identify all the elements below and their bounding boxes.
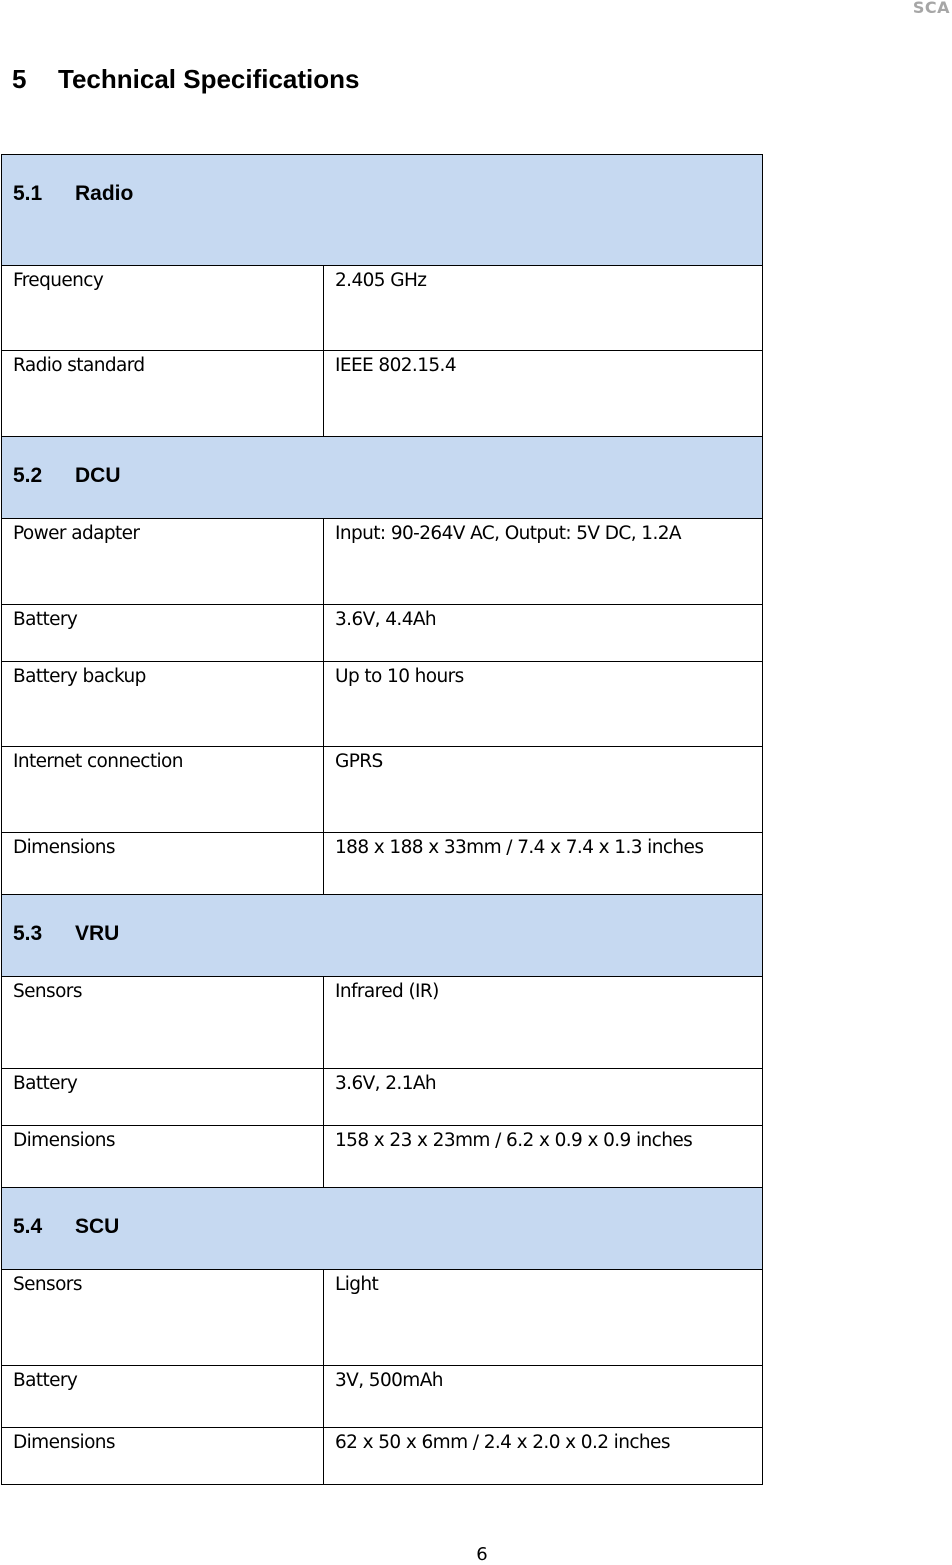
spec-label: Radio standard — [2, 351, 324, 437]
spec-label: Internet connection — [2, 747, 324, 833]
spec-value: Up to 10 hours — [324, 662, 763, 747]
table-row — [2, 605, 763, 662]
spec-value: 188 x 188 x 33mm / 7.4 x 7.4 x 1.3 inches — [324, 833, 763, 895]
page-number: 6 — [476, 1544, 488, 1565]
group-header-vru — [2, 895, 763, 977]
group-header-dcu — [2, 437, 763, 519]
spec-value: 3.6V, 4.4Ah — [324, 605, 763, 662]
group-header-radio — [2, 155, 763, 266]
spec-value: 158 x 23 x 23mm / 6.2 x 0.9 x 0.9 inches — [324, 1126, 763, 1188]
spec-label: Power adapter — [2, 519, 324, 605]
spec-label: Dimensions — [2, 1126, 324, 1188]
spec-value: GPRS — [324, 747, 763, 833]
spec-value: 3.6V, 2.1Ah — [324, 1069, 763, 1126]
spec-label: Battery — [2, 1366, 324, 1428]
subsection-title: VRU — [75, 922, 120, 945]
subsection-number: 5.1 — [13, 182, 43, 205]
section-number: 5 — [12, 64, 27, 94]
subsection-title: Radio — [75, 182, 134, 205]
table-row — [2, 519, 763, 605]
subsection-heading — [2, 437, 763, 519]
subsection-heading — [2, 895, 763, 977]
group-header-scu — [2, 1188, 763, 1270]
spec-label: Battery backup — [2, 662, 324, 747]
spec-label: Dimensions — [2, 833, 324, 895]
table-row — [2, 1126, 763, 1188]
spec-value: Light — [324, 1270, 763, 1366]
spec-value: IEEE 802.15.4 — [324, 351, 763, 437]
spec-label: Battery — [2, 605, 324, 662]
table-row — [2, 662, 763, 747]
subsection-heading — [2, 1188, 763, 1270]
table-row — [2, 266, 763, 351]
subsection-number: 5.4 — [13, 1215, 43, 1238]
section-heading — [12, 64, 360, 95]
table-row — [2, 977, 763, 1069]
table-row — [2, 1428, 763, 1485]
spec-label: Battery — [2, 1069, 324, 1126]
spec-label: Frequency — [2, 266, 324, 351]
specifications-table — [1, 154, 763, 1485]
spec-label: Sensors — [2, 977, 324, 1069]
spec-value: 62 x 50 x 6mm / 2.4 x 2.0 x 0.2 inches — [324, 1428, 763, 1485]
table-row — [2, 1270, 763, 1366]
spec-value: 2.405 GHz — [324, 266, 763, 351]
spec-value: 3V, 500mAh — [324, 1366, 763, 1428]
header-mark: SCA — [912, 0, 950, 17]
subsection-heading — [2, 155, 763, 266]
table-row — [2, 351, 763, 437]
subsection-title: SCU — [75, 1215, 120, 1238]
subsection-title: DCU — [75, 464, 121, 487]
subsection-number: 5.3 — [13, 922, 43, 945]
spec-label: Sensors — [2, 1270, 324, 1366]
spec-label: Dimensions — [2, 1428, 324, 1485]
table-row — [2, 1069, 763, 1126]
table-row — [2, 747, 763, 833]
spec-value: Infrared (IR) — [324, 977, 763, 1069]
spec-value: Input: 90-264V AC, Output: 5V DC, 1.2A — [324, 519, 763, 605]
table-row — [2, 833, 763, 895]
table-row — [2, 1366, 763, 1428]
section-title: Technical Specifications — [58, 64, 360, 94]
subsection-number: 5.2 — [13, 464, 43, 487]
